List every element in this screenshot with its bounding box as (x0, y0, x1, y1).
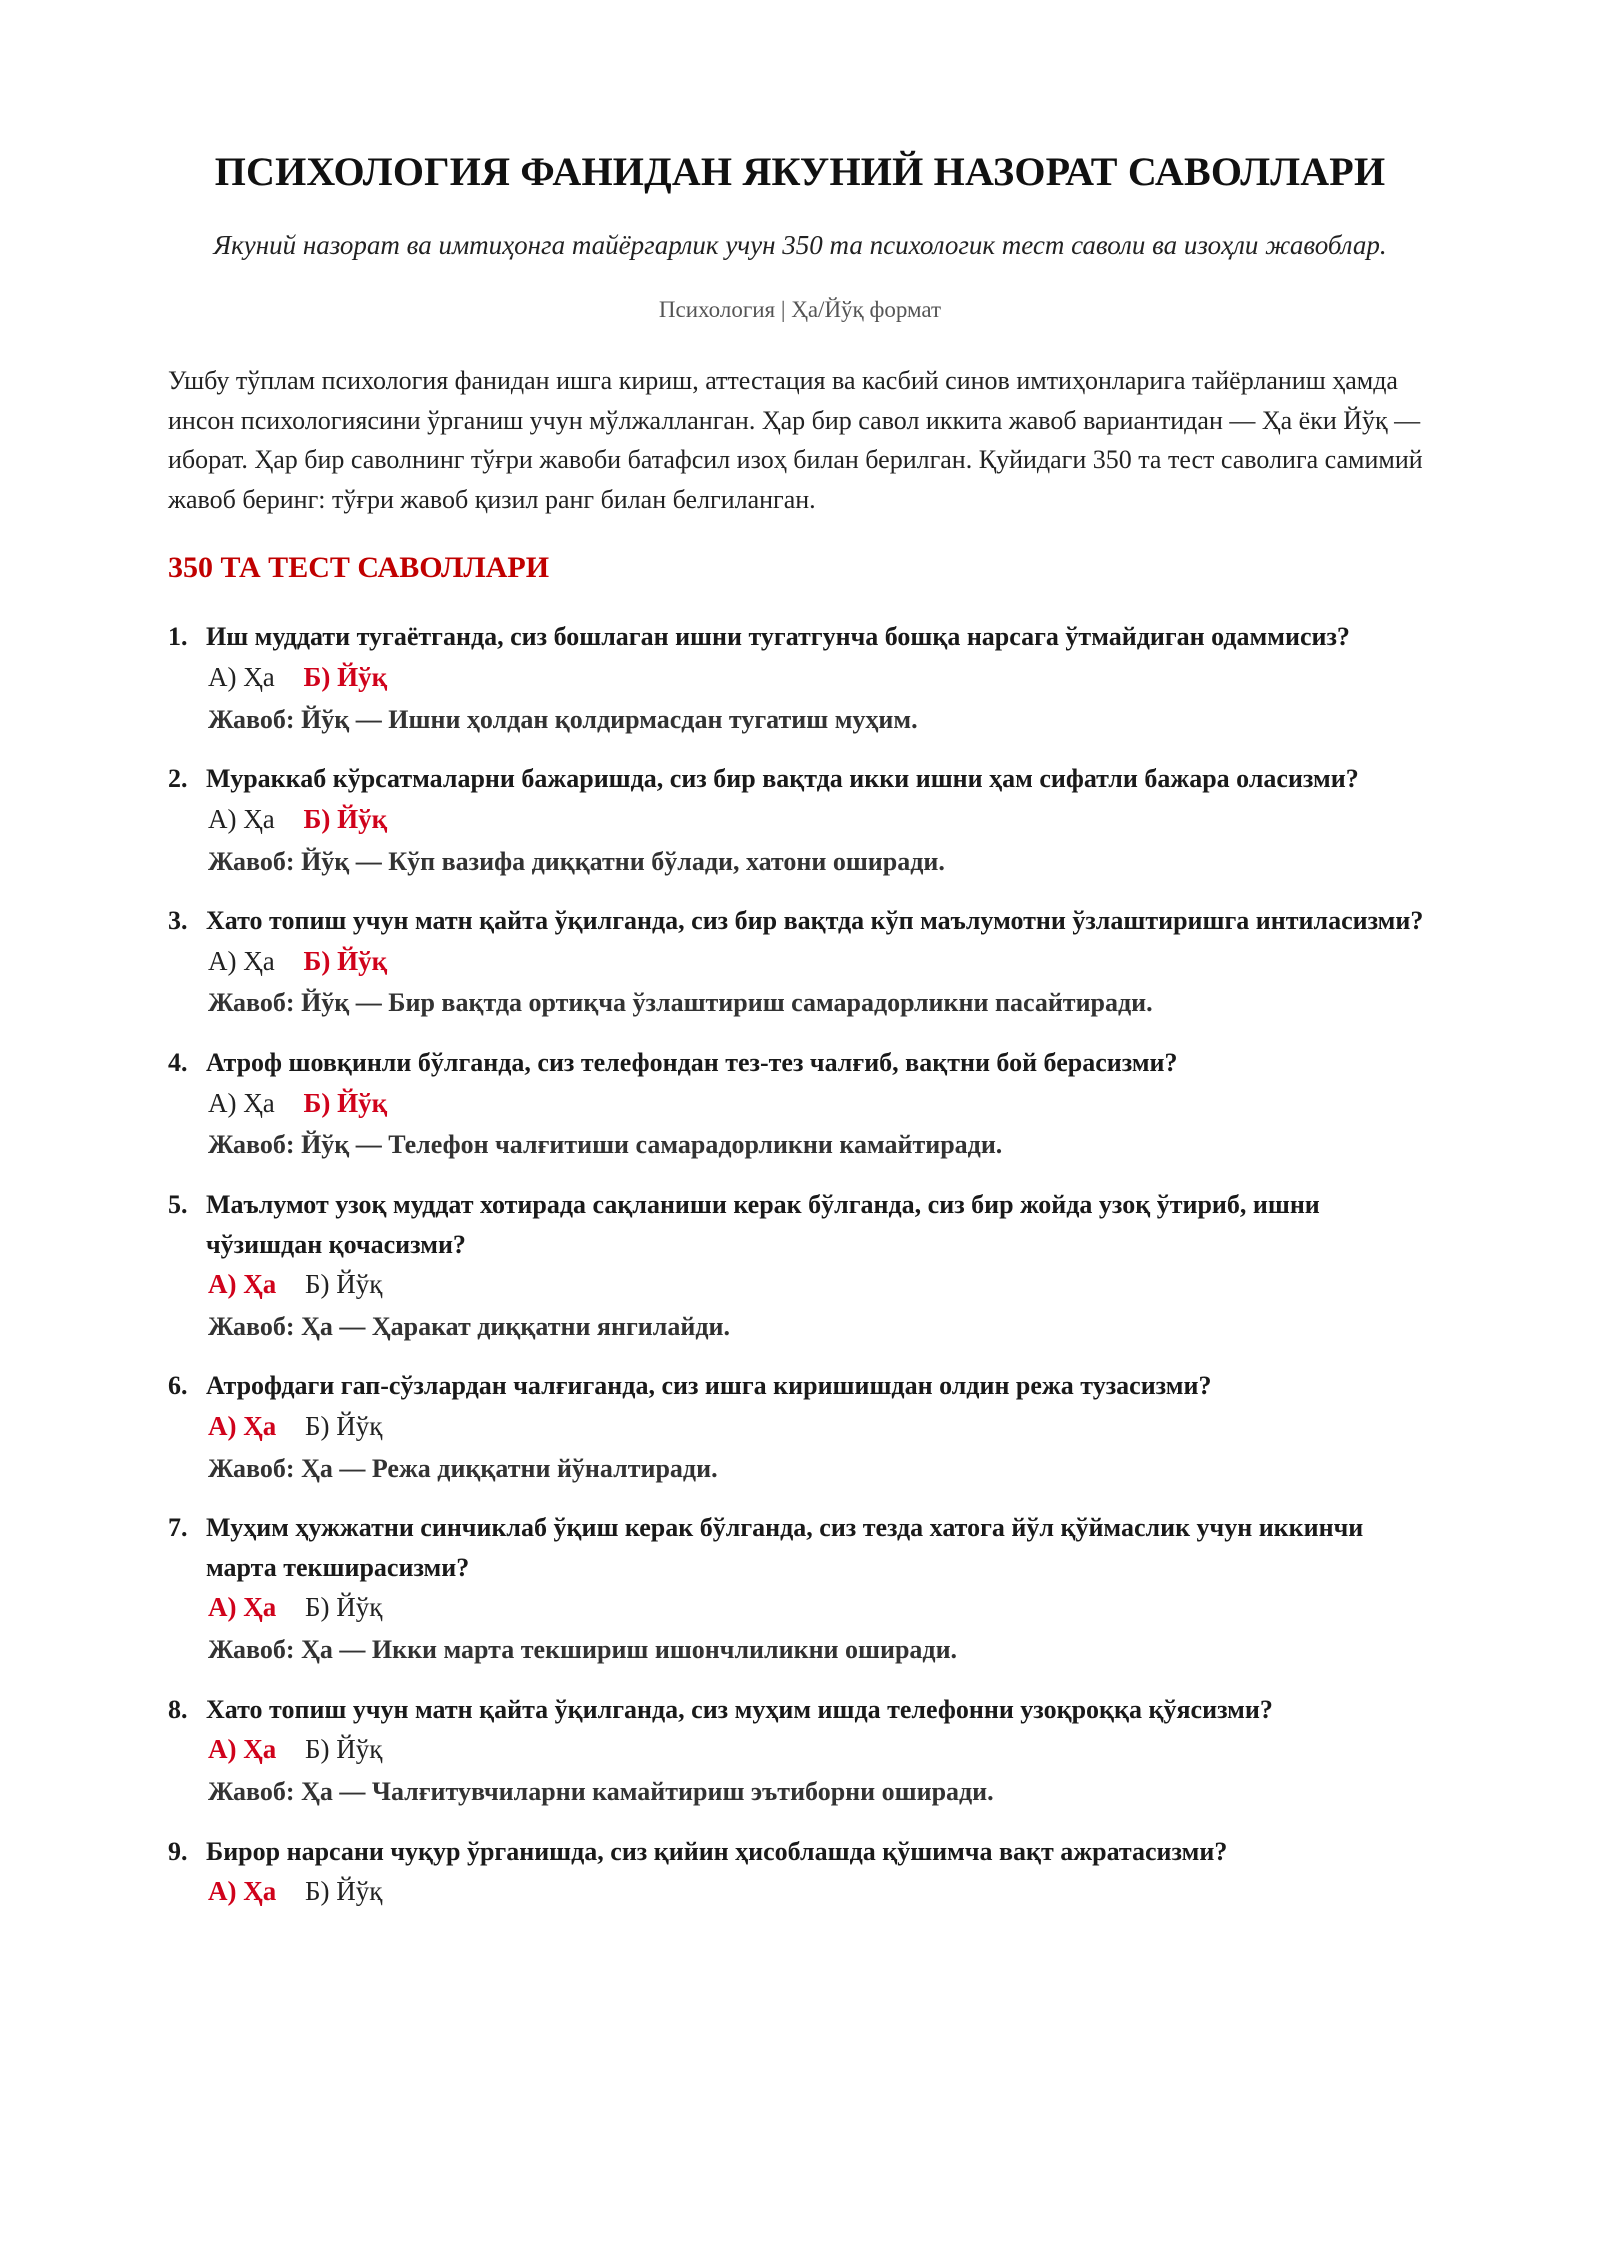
option-a: А) Ҳа (208, 661, 275, 692)
option-b: Б) Йўқ (305, 1592, 383, 1623)
option-b: Б) Йўқ (305, 1876, 383, 1907)
question-answer: Жавоб: Ҳа — Икки марта текшириш ишончлиликни оширади. (208, 1635, 958, 1665)
option-a: А) Ҳа (208, 945, 275, 976)
option-a: А) Ҳа (208, 1592, 277, 1623)
question-number: 3. (168, 906, 188, 936)
question-options (208, 799, 1432, 841)
question-number: 6. (168, 1371, 188, 1401)
question-answer: Жавоб: Ҳа — Ҳаракат диққатни янгилайди. (208, 1311, 730, 1341)
question-number: 9. (168, 1836, 188, 1866)
option-b: Б) Йўқ (305, 1734, 383, 1765)
question-body: Атрофдаги гап-сўзлардан чалғиганда, сиз ишга киришишдан олдин режа тузасизми? (206, 1371, 1212, 1401)
option-b: Б) Йўқ (303, 1087, 388, 1118)
question-answer: Жавоб: Йўқ — Телефон чалғитиши самарадорликни камайтиради. (208, 1130, 1003, 1160)
question-body: Атроф шовқинли бўлганда, сиз телефондан тез-тез чалғиб, вақтни бой берасизми? (206, 1048, 1178, 1078)
question-options (208, 1406, 1432, 1448)
question-options (208, 1083, 1432, 1125)
question-number: 7. (168, 1513, 188, 1543)
question-options (208, 1871, 1432, 1913)
question-options (208, 1729, 1432, 1771)
question-text (168, 759, 1432, 799)
question-number: 2. (168, 764, 188, 794)
option-b: Б) Йўқ (303, 945, 388, 976)
option-a: А) Ҳа (208, 1411, 277, 1441)
question-text (168, 901, 1432, 941)
question-options (208, 941, 1432, 983)
question-body: Муҳим ҳужжатни синчиклаб ўқиш керак бўлганда, сиз тезда хатога йўл қўймаслик учун иккинчи марта текширасизми? (206, 1513, 1364, 1582)
question-body: Хато топиш учун матн қайта ўқилганда, сиз бир вақтда кўп маълумотни ўзлаштиришга интиласизми? (206, 906, 1424, 936)
option-a: А) Ҳа (208, 1087, 275, 1118)
option-a: А) Ҳа (208, 803, 275, 834)
question-text (168, 617, 1432, 657)
option-b: Б) Йўқ (303, 661, 388, 692)
question-item (168, 1366, 1432, 1489)
question-text (168, 1508, 1432, 1587)
option-a: А) Ҳа (208, 1876, 277, 1907)
question-text (168, 1366, 1432, 1406)
question-answer: Жавоб: Йўқ — Кўп вазифа диққатни бўлади, хатони оширади. (208, 846, 945, 876)
question-answer: Жавоб: Йўқ — Ишни ҳолдан қолдирмасдан тугатиш муҳим. (208, 704, 918, 734)
question-answer: Жавоб: Йўқ — Бир вақтда ортиқча ўзлаштириш самарадорликни пасайтиради. (208, 988, 1153, 1018)
question-options (208, 1587, 1432, 1629)
question-body: Иш муддати тугаётганда, сиз бошлаган ишни тугатгунча бошқа нарсага ўтмайдиган одаммисиз? (206, 622, 1350, 652)
document-meta: Психология | Ҳа/Йўқ формат (658, 297, 942, 323)
document-intro: Ушбу тўплам психология фанидан ишга кириш, аттестация ва касбий синов имтиҳонларига тайёрланиш ҳамда инсон психологиясини ўрганиш учун мўлжалланган. Ҳар бир савол иккита жавоб вариантидан — Ҳа ёки Йўқ — иборат. Ҳар бир саволнинг тўғри жавоби батафсил изоҳ билан берилган. Қуйидаги 350 та тест саволига самимий жавоб беринг: тўғри жавоб қизил ранг билан белгиланган. (168, 366, 1423, 514)
option-b: Б) Йўқ (305, 1411, 383, 1441)
question-list (168, 617, 1432, 1913)
option-b: Б) Йўқ (303, 803, 388, 834)
document-subtitle: Якуний назорат ва имтиҳонга тайёргарлик учун 350 та психологик тест саволи ва изоҳли жавоблар. (213, 230, 1387, 260)
question-text (168, 1185, 1432, 1264)
question-options (208, 1264, 1432, 1306)
question-item (168, 901, 1432, 1024)
question-number: 5. (168, 1190, 188, 1220)
question-text (168, 1690, 1432, 1730)
question-item (168, 1185, 1432, 1347)
question-text (168, 1832, 1432, 1872)
question-answer: Жавоб: Ҳа — Режа диққатни йўналтиради. (208, 1453, 718, 1483)
question-body: Бирор нарсани чуқур ўрганишда, сиз қийин ҳисоблашда қўшимча вақт ажратасизми? (206, 1836, 1228, 1866)
document-title: ПСИХОЛОГИЯ ФАНИДАН ЯКУНИЙ НАЗОРАТ САВОЛЛАРИ (214, 149, 1386, 194)
question-item (168, 1043, 1432, 1166)
question-item (168, 1508, 1432, 1670)
option-b: Б) Йўқ (305, 1269, 383, 1300)
question-text (168, 1043, 1432, 1083)
question-item (168, 1832, 1432, 1913)
question-answer: Жавоб: Ҳа — Чалғитувчиларни камайтириш эътиборни оширади. (208, 1777, 994, 1807)
option-a: А) Ҳа (208, 1734, 277, 1765)
question-number: 8. (168, 1694, 188, 1724)
option-a: А) Ҳа (208, 1269, 277, 1300)
question-body: Маълумот узоқ муддат хотирада сақланиши керак бўлганда, сиз бир жойда узоқ ўтириб, ишни чўзишдан қочасизми? (206, 1190, 1320, 1259)
question-item (168, 759, 1432, 882)
question-body: Хато топиш учун матн қайта ўқилганда, сиз муҳим ишда телефонни узоқроққа қўясизми? (206, 1694, 1273, 1724)
section-heading: 350 ТА ТЕСТ САВОЛЛАРИ (168, 551, 550, 585)
question-number: 1. (168, 622, 188, 652)
question-number: 4. (168, 1048, 188, 1078)
question-options (208, 657, 1432, 699)
question-item (168, 1690, 1432, 1813)
question-body: Мураккаб кўрсатмаларни бажаришда, сиз бир вақтда икки ишни ҳам сифатли бажара оласизми? (206, 764, 1359, 794)
question-item (168, 617, 1432, 740)
